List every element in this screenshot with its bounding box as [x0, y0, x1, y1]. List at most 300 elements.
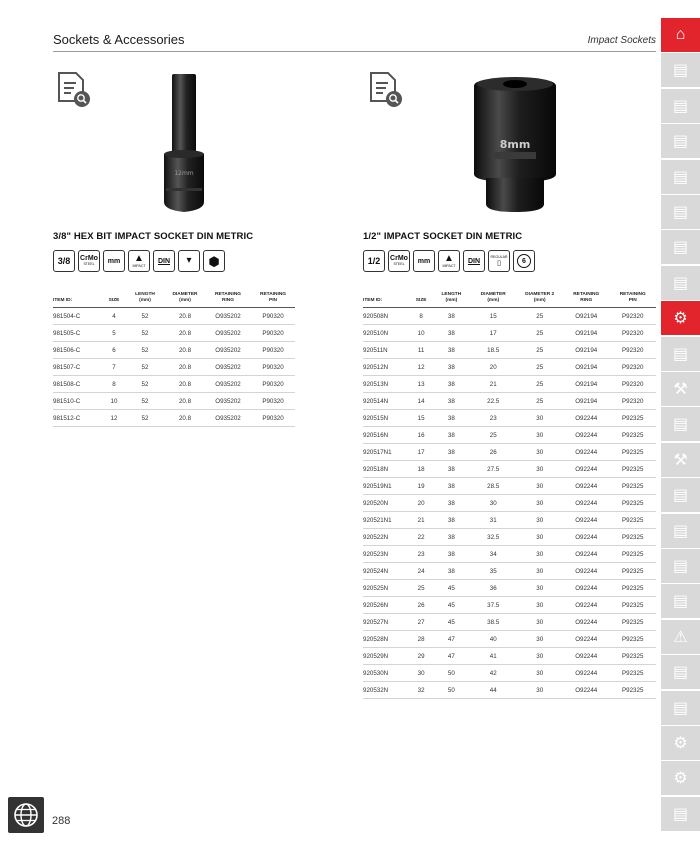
sidebar-tab-sockets-icon[interactable]	[661, 301, 700, 335]
sidebar-tab-hook-icon[interactable]	[661, 797, 700, 831]
crmo-steel-icon: CrMo STEEL	[388, 250, 410, 272]
crmo-steel-icon: CrMo STEEL	[78, 250, 100, 272]
table-row	[363, 648, 656, 665]
table-cell: 52	[125, 410, 165, 427]
table-cell: 14	[410, 393, 433, 410]
column-header: DIAMETER 2 (mm)	[516, 292, 563, 308]
page-header	[53, 32, 656, 52]
table-cell: 4	[103, 308, 125, 325]
table-cell: P92325	[609, 648, 656, 665]
table-cell: 25	[516, 342, 563, 359]
sidebar-tab-measure-icon[interactable]	[661, 691, 700, 725]
sidebar-tab-hammer-icon[interactable]	[661, 443, 700, 477]
table-cell: O92244	[563, 444, 610, 461]
sidebar-tab-tape-icon[interactable]	[661, 655, 700, 689]
table-cell: 920526N	[363, 597, 410, 614]
table-cell: 38	[433, 444, 470, 461]
hex-bit-socket-image	[150, 70, 220, 220]
table-cell: O92244	[563, 478, 610, 495]
table-cell: 920513N	[363, 376, 410, 393]
column-header: RETAINING RING	[563, 292, 610, 308]
table-cell: 38	[433, 478, 470, 495]
column-header: DIAMETER (mm)	[470, 292, 517, 308]
table-cell: 11	[410, 342, 433, 359]
home-icon: ⌂	[675, 26, 686, 43]
hex-icon: ⬢	[203, 250, 225, 272]
table-cell: O92194	[563, 376, 610, 393]
table-row	[363, 563, 656, 580]
table-cell: 29	[410, 648, 433, 665]
table-cell: O92244	[563, 597, 610, 614]
table-cell: 920518N	[363, 461, 410, 478]
table-cell: O92244	[563, 461, 610, 478]
table-cell: 28.5	[470, 478, 517, 495]
table-cell: 12	[410, 359, 433, 376]
table-cell: 38	[433, 393, 470, 410]
table-cell: 38	[433, 359, 470, 376]
table-cell: 20.8	[165, 359, 205, 376]
table-cell: 920519N1	[363, 478, 410, 495]
table-cell: 38	[433, 342, 470, 359]
table-cell: P92320	[609, 376, 656, 393]
table-cell: P90320	[251, 376, 295, 393]
sidebar-tab-home-icon[interactable]	[661, 18, 700, 52]
table-cell: O92244	[563, 495, 610, 512]
sidebar-tab-file-icon[interactable]	[661, 478, 700, 512]
warning-icon: ⚠	[673, 628, 688, 646]
table-row	[53, 376, 295, 393]
table-cell: P92325	[609, 478, 656, 495]
pliers-icon: ▤	[672, 593, 689, 611]
regular-length-icon: REGULAR ▯	[488, 250, 510, 272]
tool-set-icon: ▤	[672, 239, 689, 257]
table-row	[363, 444, 656, 461]
column-header: RETAINING RING	[205, 292, 251, 308]
sidebar-tab-saw-icon[interactable]	[661, 514, 700, 548]
sidebar-tab-tool-set-icon[interactable]	[661, 230, 700, 264]
table-cell: 20.8	[165, 325, 205, 342]
column-header: RETAINING PIN	[609, 292, 656, 308]
table-row	[363, 376, 656, 393]
table-cell: 38.5	[470, 614, 517, 631]
mm-icon: mm	[413, 250, 435, 272]
hammer-icon: ⚒	[673, 451, 688, 469]
table-cell: 52	[125, 308, 165, 325]
table-row	[363, 308, 656, 325]
table-cell: O92244	[563, 410, 610, 427]
table-cell: 21	[410, 512, 433, 529]
table-cell: 38	[433, 461, 470, 478]
sidebar-tab-toolbox-icon[interactable]	[661, 124, 700, 158]
table-cell: 27	[410, 614, 433, 631]
sidebar-tab-warning-icon[interactable]	[661, 620, 700, 654]
table-cell: 52	[125, 376, 165, 393]
table-row	[53, 393, 295, 410]
table-cell: 30	[516, 580, 563, 597]
table-cell: 37.5	[470, 597, 517, 614]
page-number: 288	[52, 815, 71, 827]
pliers-icon: ▤	[672, 416, 689, 434]
wrench-icon: ⚒	[673, 381, 688, 398]
table-cell: 35	[470, 563, 517, 580]
table-cell: 20.8	[165, 376, 205, 393]
table-cell: P92325	[609, 614, 656, 631]
table-cell: O92244	[563, 529, 610, 546]
impact-socket-image	[460, 70, 570, 220]
table-cell: 13	[410, 376, 433, 393]
din-icon: DIN	[153, 250, 175, 272]
table-row	[363, 546, 656, 563]
table-cell: 28	[410, 631, 433, 648]
sidebar-tab-pliers-icon[interactable]	[661, 407, 700, 441]
sidebar-tab-gear-icon[interactable]	[661, 761, 700, 795]
table-cell: 20.8	[165, 342, 205, 359]
table-cell: 30	[516, 495, 563, 512]
table-cell: 920520N	[363, 495, 410, 512]
cabinet-icon: ▤	[672, 168, 689, 186]
sidebar-tabs	[661, 18, 700, 838]
table-cell: 15	[410, 410, 433, 427]
table-cell: 6	[103, 342, 125, 359]
table-row	[53, 308, 295, 325]
table-cell: 30	[410, 665, 433, 682]
sockets-icon: ⚙	[673, 310, 688, 328]
table-cell: 8	[103, 376, 125, 393]
table-cell: 920532N	[363, 682, 410, 699]
table-cell: O92244	[563, 682, 610, 699]
table-cell: 30	[516, 444, 563, 461]
table-cell: 25	[470, 427, 517, 444]
column-header: LENGTH (mm)	[433, 292, 470, 308]
table-cell: 920514N	[363, 393, 410, 410]
table-cell: P92325	[609, 546, 656, 563]
table-cell: 20	[470, 359, 517, 376]
table-cell: 47	[433, 631, 470, 648]
left-product-table	[53, 292, 295, 427]
table-cell: O92244	[563, 546, 610, 563]
table-cell: P92325	[609, 597, 656, 614]
table-row	[363, 393, 656, 410]
table-cell: 38	[433, 563, 470, 580]
table-cell: 25	[516, 308, 563, 325]
table-cell: 981506-C	[53, 342, 103, 359]
table-cell: 47	[433, 648, 470, 665]
table-cell: 38	[433, 529, 470, 546]
table-cell: O935202	[205, 359, 251, 376]
sidebar-tab-pliers-icon[interactable]	[661, 584, 700, 618]
measure-icon: ▤	[672, 699, 689, 717]
sidebar-tab-drawer-icon[interactable]	[661, 266, 700, 300]
table-row	[363, 342, 656, 359]
table-cell: P92325	[609, 682, 656, 699]
table-cell: 38	[433, 546, 470, 563]
table-row	[363, 325, 656, 342]
table-cell: 10	[410, 325, 433, 342]
table-row	[53, 325, 295, 342]
table-cell: P92320	[609, 342, 656, 359]
table-cell: O935202	[205, 410, 251, 427]
table-cell: 981507-C	[53, 359, 103, 376]
table-cell: 18	[410, 461, 433, 478]
table-cell: 27.5	[470, 461, 517, 478]
table-cell: P92325	[609, 410, 656, 427]
table-cell: 920515N	[363, 410, 410, 427]
table-cell: O92244	[563, 648, 610, 665]
globe-icon[interactable]	[8, 797, 44, 833]
table-cell: 38	[433, 512, 470, 529]
table-cell: O92244	[563, 631, 610, 648]
column-header: RETAINING PIN	[251, 292, 295, 308]
table-cell: 50	[433, 665, 470, 682]
table-cell: 981504-C	[53, 308, 103, 325]
din-icon: DIN	[463, 250, 485, 272]
sidebar-tab-toolbox-icon[interactable]	[661, 53, 700, 87]
table-cell: O92194	[563, 342, 610, 359]
sidebar-tab-screwdriver-icon[interactable]	[661, 337, 700, 371]
table-cell: 30	[470, 495, 517, 512]
table-cell: O92244	[563, 580, 610, 597]
table-row	[363, 495, 656, 512]
table-cell: 38	[433, 410, 470, 427]
document-search-icon[interactable]	[56, 71, 90, 109]
table-cell: 7	[103, 359, 125, 376]
table-cell: 920523N	[363, 546, 410, 563]
table-cell: 20	[410, 495, 433, 512]
sidebar-tab-gear-icon[interactable]	[661, 726, 700, 760]
table-cell: 36	[470, 580, 517, 597]
sidebar-tab-wrench-icon[interactable]	[661, 372, 700, 406]
table-cell: P90320	[251, 359, 295, 376]
table-cell: 8	[410, 308, 433, 325]
table-cell: 50	[433, 682, 470, 699]
table-row	[363, 359, 656, 376]
table-cell: 22	[410, 529, 433, 546]
table-cell: 12	[103, 410, 125, 427]
table-cell: O92244	[563, 614, 610, 631]
table-cell: 920528N	[363, 631, 410, 648]
table-cell: 21	[470, 376, 517, 393]
table-cell: P92325	[609, 461, 656, 478]
table-cell: O92194	[563, 325, 610, 342]
table-cell: 981510-C	[53, 393, 103, 410]
sidebar-tab-cabinet-icon[interactable]	[661, 160, 700, 194]
table-row	[363, 614, 656, 631]
table-cell: 25	[516, 359, 563, 376]
table-cell: 10	[103, 393, 125, 410]
table-cell: 920527N	[363, 614, 410, 631]
table-cell: 38	[433, 376, 470, 393]
table-cell: 981505-C	[53, 325, 103, 342]
table-row	[363, 461, 656, 478]
table-row	[363, 410, 656, 427]
table-cell: 22.5	[470, 393, 517, 410]
table-cell: 920530N	[363, 665, 410, 682]
table-cell: O935202	[205, 342, 251, 359]
table-row	[363, 682, 656, 699]
table-cell: 23	[470, 410, 517, 427]
table-cell: 20.8	[165, 393, 205, 410]
six-point-icon: 6	[513, 250, 535, 272]
svg-text:12mm: 12mm	[174, 170, 194, 177]
table-row	[53, 410, 295, 427]
table-cell: P90320	[251, 342, 295, 359]
table-cell: O92194	[563, 393, 610, 410]
table-cell: P92325	[609, 665, 656, 682]
table-cell: O92194	[563, 359, 610, 376]
table-cell: 42	[470, 665, 517, 682]
table-cell: P90320	[251, 393, 295, 410]
table-cell: O935202	[205, 393, 251, 410]
mm-icon: mm	[103, 250, 125, 272]
sidebar-tab-toolbox-icon[interactable]	[661, 89, 700, 123]
table-cell: O92244	[563, 563, 610, 580]
table-cell: 18.5	[470, 342, 517, 359]
gear-icon: ⚙	[673, 770, 688, 788]
table-cell: 24	[410, 563, 433, 580]
table-cell: 45	[433, 597, 470, 614]
tool-wall-icon: ▤	[672, 204, 689, 221]
toolbox-icon: ▤	[672, 97, 689, 115]
gear-icon: ⚙	[673, 735, 688, 752]
table-cell: 5	[103, 325, 125, 342]
cutter-icon: ▤	[672, 558, 689, 575]
table-cell: 34	[470, 546, 517, 563]
sidebar-tab-tool-wall-icon[interactable]	[661, 195, 700, 229]
table-cell: 920510N	[363, 325, 410, 342]
table-cell: 920529N	[363, 648, 410, 665]
table-cell: P92320	[609, 325, 656, 342]
table-cell: P92325	[609, 512, 656, 529]
table-cell: 30	[516, 512, 563, 529]
table-cell: 30	[516, 461, 563, 478]
table-cell: 30	[516, 614, 563, 631]
table-cell: 38	[433, 495, 470, 512]
drive-size-icon: 1/2	[363, 250, 385, 272]
table-cell: 981508-C	[53, 376, 103, 393]
column-header: ITEM ID:	[363, 292, 410, 308]
table-cell: 920516N	[363, 427, 410, 444]
table-cell: 32	[410, 682, 433, 699]
table-cell: O92244	[563, 512, 610, 529]
table-cell: 31	[470, 512, 517, 529]
table-cell: 30	[516, 546, 563, 563]
table-cell: O92194	[563, 308, 610, 325]
bit-icon: ▾	[178, 250, 200, 272]
table-cell: 920508N	[363, 308, 410, 325]
table-cell: O935202	[205, 325, 251, 342]
table-row	[363, 529, 656, 546]
column-header: ITEM ID:	[53, 292, 103, 308]
left-spec-icons	[53, 250, 225, 272]
table-row	[53, 342, 295, 359]
column-header: SIZE	[410, 292, 433, 308]
table-cell: 20.8	[165, 308, 205, 325]
table-row	[363, 512, 656, 529]
table-cell: 981512-C	[53, 410, 103, 427]
table-cell: P92320	[609, 308, 656, 325]
table-cell: 920524N	[363, 563, 410, 580]
table-cell: O92244	[563, 665, 610, 682]
table-cell: P92325	[609, 427, 656, 444]
table-cell: O935202	[205, 376, 251, 393]
table-row	[363, 478, 656, 495]
table-cell: 30	[516, 648, 563, 665]
table-cell: P92325	[609, 580, 656, 597]
sidebar-tab-cutter-icon[interactable]	[661, 549, 700, 583]
table-row	[53, 359, 295, 376]
table-cell: 920512N	[363, 359, 410, 376]
table-cell: 920517N1	[363, 444, 410, 461]
column-header: SIZE	[103, 292, 125, 308]
table-cell: 25	[516, 325, 563, 342]
table-cell: 52	[125, 342, 165, 359]
impact-icon: ▲ IMPACT	[438, 250, 460, 272]
table-cell: O935202	[205, 308, 251, 325]
table-cell: 17	[470, 325, 517, 342]
table-cell: P92325	[609, 563, 656, 580]
document-search-icon[interactable]	[368, 71, 402, 109]
impact-icon: ▲ IMPACT	[128, 250, 150, 272]
toolbox-icon: ▤	[672, 62, 689, 80]
table-cell: 920525N	[363, 580, 410, 597]
table-cell: 15	[470, 308, 517, 325]
table-cell: 920511N	[363, 342, 410, 359]
table-cell: 920521N1	[363, 512, 410, 529]
table-row	[363, 580, 656, 597]
drawer-icon: ▤	[672, 274, 689, 292]
table-cell: P92320	[609, 359, 656, 376]
table-cell: 44	[470, 682, 517, 699]
right-product-title: 1/2" IMPACT SOCKET DIN METRIC	[363, 231, 523, 242]
table-cell: 30	[516, 427, 563, 444]
table-cell: 45	[433, 614, 470, 631]
table-cell: 30	[516, 665, 563, 682]
table-cell: 30	[516, 563, 563, 580]
table-cell: P92325	[609, 444, 656, 461]
tape-icon: ▤	[672, 664, 689, 682]
column-header: DIAMETER (mm)	[165, 292, 205, 308]
table-cell: O92244	[563, 427, 610, 444]
table-cell: 52	[125, 325, 165, 342]
table-cell: 32.5	[470, 529, 517, 546]
table-cell: 38	[433, 325, 470, 342]
table-cell: 52	[125, 359, 165, 376]
table-row	[363, 665, 656, 682]
table-cell: 25	[410, 580, 433, 597]
table-cell: P92325	[609, 529, 656, 546]
table-cell: 25	[516, 376, 563, 393]
table-row	[363, 631, 656, 648]
table-cell: 23	[410, 546, 433, 563]
toolbox-icon: ▤	[672, 133, 689, 151]
table-cell: 52	[125, 393, 165, 410]
table-cell: 30	[516, 478, 563, 495]
table-row	[363, 597, 656, 614]
table-cell: 30	[516, 410, 563, 427]
table-cell: 30	[516, 529, 563, 546]
table-cell: 38	[433, 308, 470, 325]
table-cell: 30	[516, 597, 563, 614]
file-icon: ▤	[672, 487, 689, 505]
left-product-title: 3/8" HEX BIT IMPACT SOCKET DIN METRIC	[53, 231, 254, 242]
table-cell: 30	[516, 682, 563, 699]
table-cell: 38	[433, 427, 470, 444]
table-cell: P92320	[609, 393, 656, 410]
screwdriver-icon: ▤	[672, 345, 689, 363]
table-cell: 17	[410, 444, 433, 461]
table-cell: P92325	[609, 631, 656, 648]
table-row	[363, 427, 656, 444]
